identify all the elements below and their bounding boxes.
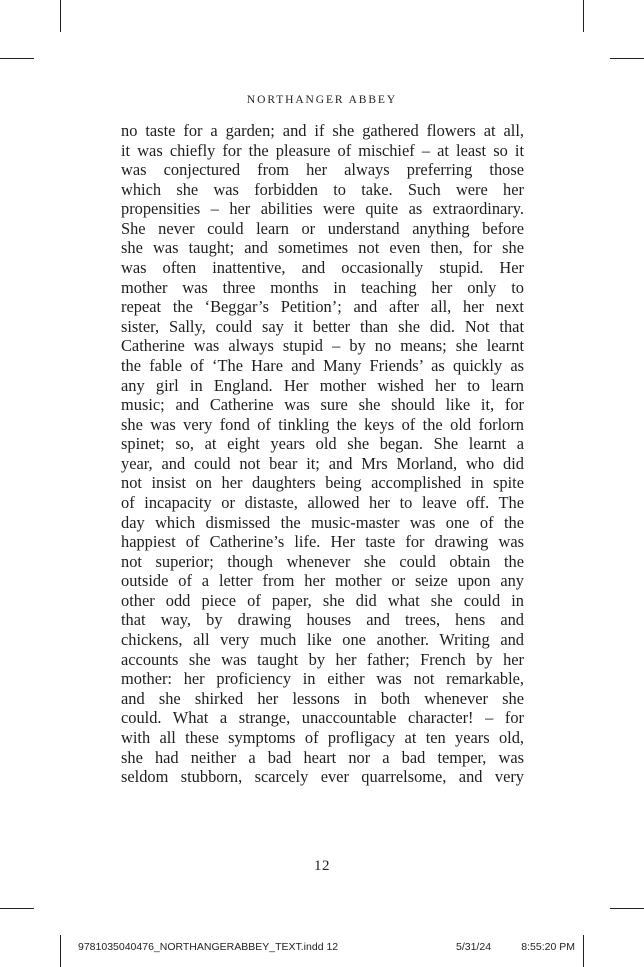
crop-mark-right-bottom	[610, 908, 644, 909]
slug-date: 5/31/24	[456, 941, 492, 953]
slug-file-label: 9781035040476_NORTHANGERABBEY_TEXT.indd 12	[78, 941, 339, 953]
page-number: 12	[314, 858, 330, 874]
text-line: the fable of ‘The Hare and Many Friends’ as quickly as	[121, 355, 524, 375]
text-line: happiest of Catherine’s life. Her taste for drawing was	[121, 532, 524, 552]
text-line: was conjectured from her always preferring those	[121, 160, 524, 180]
crop-mark-left-top	[0, 58, 34, 59]
text-line: no taste for a garden; and if she gathered flowers at all,	[121, 121, 524, 140]
text-line: not insist on her daughters being accomplished in spite	[121, 473, 524, 493]
text-line: outside of a letter from her mother or seize upon any	[121, 571, 524, 591]
text-line: She never could learn or understand anything before	[121, 218, 524, 238]
text-line: Catherine was always stupid – by no means; she learnt	[121, 336, 524, 356]
text-line: she was taught; and sometimes not even then, for she	[121, 238, 524, 258]
crop-mark-bottom-right	[583, 935, 584, 967]
text-line: chickens, all very much like one another. Writing and	[121, 630, 524, 650]
text-line: repeat the ‘Beggar’s Petition’; and after all, her next	[121, 297, 524, 317]
text-line: that way, by drawing houses and trees, hens and	[121, 610, 524, 630]
text-line: with all these symptoms of profligacy at ten years old,	[121, 727, 524, 747]
body-text	[121, 121, 524, 787]
text-line: other odd piece of paper, she did what she could in	[121, 590, 524, 610]
text-line: year, and could not bear it; and Mrs Morland, who did	[121, 453, 524, 473]
text-line: and she shirked her lessons in both whenever she	[121, 688, 524, 708]
running-head: NORTHANGER ABBEY	[246, 94, 398, 106]
text-line: day which dismissed the music-master was one of the	[121, 512, 524, 532]
text-line: she had neither a bad heart nor a bad temper, was	[121, 747, 524, 767]
text-line: any girl in England. Her mother wished her to learn	[121, 375, 524, 395]
text-line: accounts she was taught by her father; French by her	[121, 649, 524, 669]
crop-mark-top-right	[583, 0, 584, 32]
text-line: which she was forbidden to take. Such were her	[121, 179, 524, 199]
text-line: mother was three months in teaching her only to	[121, 277, 524, 297]
text-line: she was very fond of tinkling the keys of the old forlorn	[121, 414, 524, 434]
text-line: sister, Sally, could say it better than she did. Not that	[121, 316, 524, 336]
text-line: it was chiefly for the pleasure of mischief – at least so it	[121, 140, 524, 160]
text-line: was often inattentive, and occasionally stupid. Her	[121, 258, 524, 278]
text-line: could. What a strange, unaccountable character! – for	[121, 708, 524, 728]
text-line: seldom stubborn, scarcely ever quarrelsome, and very	[121, 767, 524, 787]
crop-mark-bottom-left	[60, 935, 61, 967]
text-line: music; and Catherine was sure she should like it, for	[121, 395, 524, 415]
text-line: not superior; though whenever she could obtain the	[121, 551, 524, 571]
crop-mark-top-left	[60, 0, 61, 32]
text-line: of incapacity or distaste, allowed her to leave off. The	[121, 492, 524, 512]
crop-mark-right-top	[610, 58, 644, 59]
text-line: propensities – her abilities were quite as extraordinary.	[121, 199, 524, 219]
slug-time: 8:55:20 PM	[521, 941, 575, 953]
crop-mark-left-bottom	[0, 908, 34, 909]
print-slug	[78, 941, 575, 957]
text-line: spinet; so, at eight years old she began. She learnt a	[121, 434, 524, 454]
text-line: mother: her proficiency in either was not remarkable,	[121, 669, 524, 689]
